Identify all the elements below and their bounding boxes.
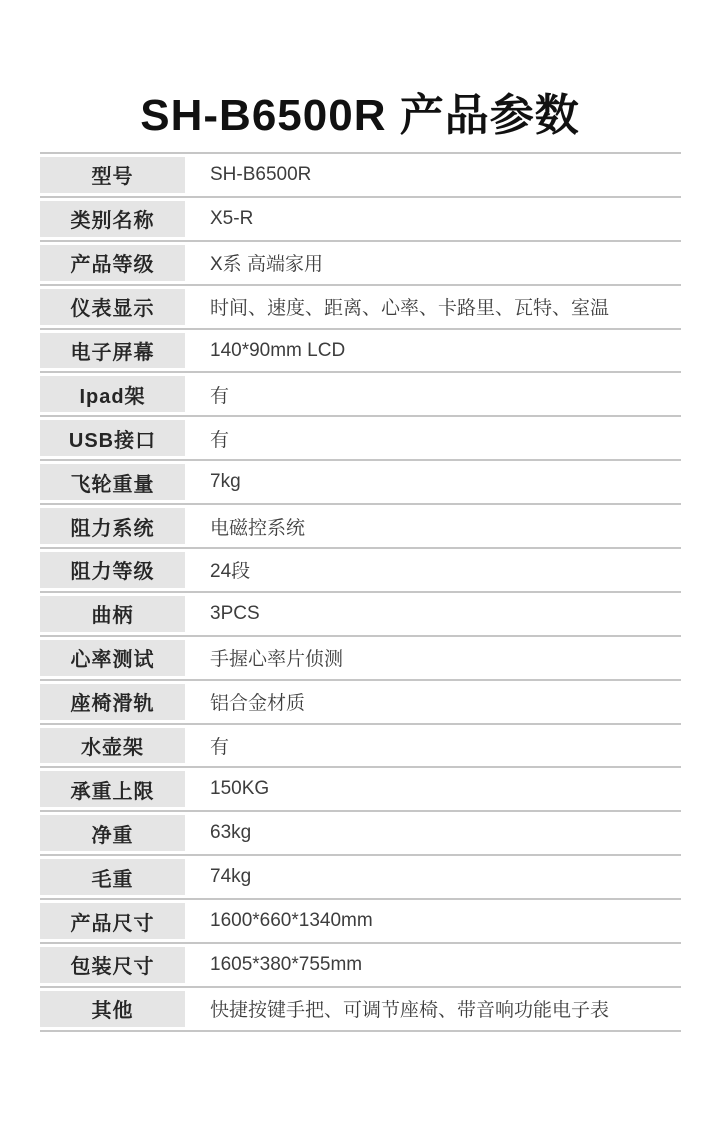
table-row xyxy=(40,944,681,988)
spec-label: 阻力系统 xyxy=(40,508,185,544)
spec-label: 毛重 xyxy=(40,859,185,895)
spec-label: 型号 xyxy=(40,157,185,193)
spec-value: 3PCS xyxy=(210,602,260,624)
spec-value: 时间、速度、距离、心率、卡路里、瓦特、室温 xyxy=(210,298,610,320)
spec-label: 曲柄 xyxy=(40,596,185,632)
spec-value: SH-B6500R xyxy=(210,163,312,185)
spec-value: 63kg xyxy=(210,822,252,844)
table-row xyxy=(40,242,681,286)
table-row xyxy=(40,988,681,1032)
spec-label: 产品尺寸 xyxy=(40,903,185,939)
spec-label: USB接口 xyxy=(40,420,185,456)
spec-label: 电子屏幕 xyxy=(40,333,185,369)
table-row xyxy=(40,505,681,549)
table-row xyxy=(40,198,681,242)
spec-label: 类别名称 xyxy=(40,201,185,237)
spec-label: 阻力等级 xyxy=(40,552,185,588)
spec-value: 24段 xyxy=(210,561,251,583)
table-row xyxy=(40,549,681,593)
spec-label: 座椅滑轨 xyxy=(40,684,185,720)
spec-value: 有 xyxy=(210,429,230,451)
table-row xyxy=(40,461,681,505)
spec-label: 承重上限 xyxy=(40,771,185,807)
table-row xyxy=(40,725,681,769)
spec-label: 仪表显示 xyxy=(40,289,185,325)
spec-value: 7kg xyxy=(210,471,241,493)
table-row xyxy=(40,768,681,812)
table-row xyxy=(40,900,681,944)
table-row xyxy=(40,330,681,374)
spec-value: 有 xyxy=(210,737,230,759)
spec-value: 140*90mm LCD xyxy=(210,339,346,361)
spec-label: 产品等级 xyxy=(40,245,185,281)
spec-label: 飞轮重量 xyxy=(40,464,185,500)
table-row xyxy=(40,856,681,900)
table-row xyxy=(40,417,681,461)
spec-label: 净重 xyxy=(40,815,185,851)
spec-value: 电磁控系统 xyxy=(210,517,306,539)
spec-value: 1605*380*755mm xyxy=(210,953,363,975)
table-row xyxy=(40,373,681,417)
table-row xyxy=(40,812,681,856)
spec-value: X5-R xyxy=(210,207,254,229)
table-row xyxy=(40,681,681,725)
spec-label: Ipad架 xyxy=(40,376,185,412)
spec-table xyxy=(40,152,681,1032)
spec-value: 74kg xyxy=(210,866,252,888)
spec-value: 铝合金材质 xyxy=(210,693,306,715)
table-row xyxy=(40,593,681,637)
spec-label: 其他 xyxy=(40,991,185,1027)
spec-label: 水壶架 xyxy=(40,728,185,764)
page-title: SH-B6500R 产品参数 xyxy=(140,91,580,141)
table-row xyxy=(40,154,681,198)
table-row xyxy=(40,637,681,681)
table-row xyxy=(40,286,681,330)
spec-value: X系 高端家用 xyxy=(210,254,323,276)
spec-label: 包装尺寸 xyxy=(40,947,185,983)
spec-label: 心率测试 xyxy=(40,640,185,676)
spec-value: 有 xyxy=(210,385,230,407)
spec-value: 快捷按键手把、可调节座椅、带音响功能电子表 xyxy=(210,1000,610,1022)
spec-value: 1600*660*1340mm xyxy=(210,910,373,932)
spec-value: 150KG xyxy=(210,778,270,800)
spec-value: 手握心率片侦测 xyxy=(210,649,344,671)
